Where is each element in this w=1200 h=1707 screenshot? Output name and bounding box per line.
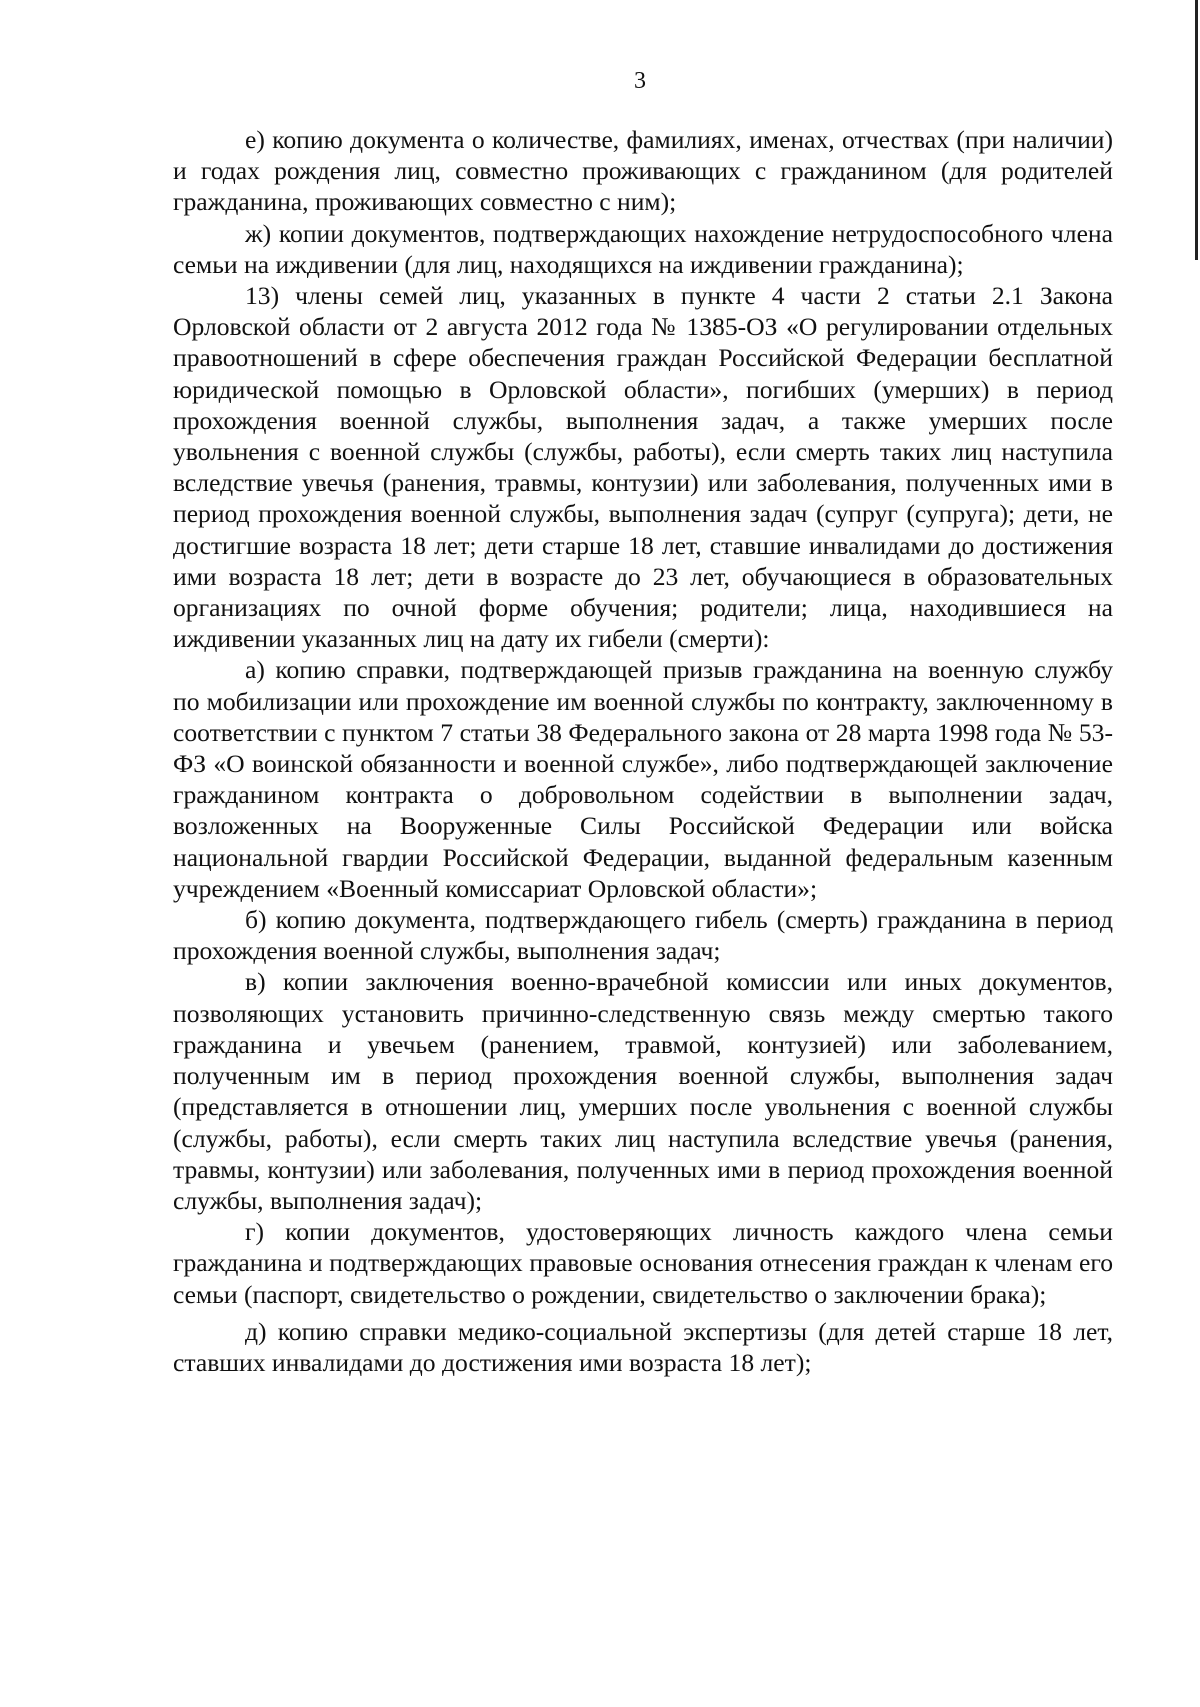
paragraph-d: д) копию справки медико-социальной экспертизы (для детей старше 18 лет, ставших инвалидами до достижения ими возраста 18 лет); xyxy=(173,1316,1113,1377)
scan-edge-line xyxy=(1195,0,1198,260)
page-number: 3 xyxy=(634,68,646,94)
paragraph-13: 13) члены семей лиц, указанных в пункте 4 части 2 статьи 2.1 Закона Орловской области от 2 августа 2012 года № 1385-ОЗ «О регулировании отдельных правоотношений в сфере обеспечения граждан Российской Федерации бесплатной юридической помощью в Орловской области», погибших (умерших) в период прохождения военной службы, выполнения задач, а также умерших после увольнения с военной службы (службы, работы), если смерть таких лиц наступила вследствие увечья (ранения, травмы, контузии) или заболевания, полученных ими в период прохождения военной службы, выполнения задач (супруг (супруга); дети, не достигшие возраста 18 лет; дети старше 18 лет, ставшие инвалидами до достижения ими возраста 18 лет; дети в возрасте до 23 лет, обучающиеся в образовательных организациях по очной форме обучения; родители; лица, находившиеся на иждивении указанных лиц на дату их гибели (смерти): xyxy=(173,281,1113,654)
paragraph-e: е) копию документа о количестве, фамилиях, именах, отчествах (при наличии) и годах рождения лиц, совместно проживающих с гражданином (для родителей гражданина, проживающих совместно с ним); xyxy=(173,125,1113,217)
paragraph-zh: ж) копии документов, подтверждающих нахождение нетрудоспособного члена семьи на иждивении (для лиц, находящихся на иждивении гражданина); xyxy=(173,218,1113,279)
paragraph-b: б) копию документа, подтверждающего гибель (смерть) гражданина в период прохождения военной службы, выполнения задач; xyxy=(173,905,1113,966)
paragraph-v: в) копии заключения военно-врачебной комиссии или иных документов, позволяющих установить причинно-следственную связь между смертью такого гражданина и увечьем (ранением, травмой, контузией) или заболеванием, полученным им в период прохождения военной службы, выполнения задач (представляется в отношении лиц, умерших после увольнения с военной службы (службы, работы), если смерть таких лиц наступила вследствие увечья (ранения, травмы, контузии) или заболевания, полученных ими в период прохождения военной службы, выполнения задач); xyxy=(173,967,1113,1215)
document-body xyxy=(173,124,1113,1378)
paragraph-g: г) копии документов, удостоверяющих личность каждого члена семьи гражданина и подтверждающих правовые основания отнесения граждан к членам его семьи (паспорт, свидетельство о рождении, свидетельство о заключении брака); xyxy=(173,1217,1113,1309)
paragraph-a: а) копию справки, подтверждающей призыв гражданина на военную службу по мобилизации или прохождение им военной службы по контракту, заключенному в соответствии с пунктом 7 статьи 38 Федерального закона от 28 марта 1998 года № 53-ФЗ «О воинской обязанности и военной службе», либо подтверждающей заключение гражданином контракта о добровольном содействии в выполнении задач, возложенных на Вооруженные Силы Российской Федерации или войска национальной гвардии Российской Федерации, выданной федеральным казенным учреждением «Военный комиссариат Орловской области»; xyxy=(173,655,1113,903)
